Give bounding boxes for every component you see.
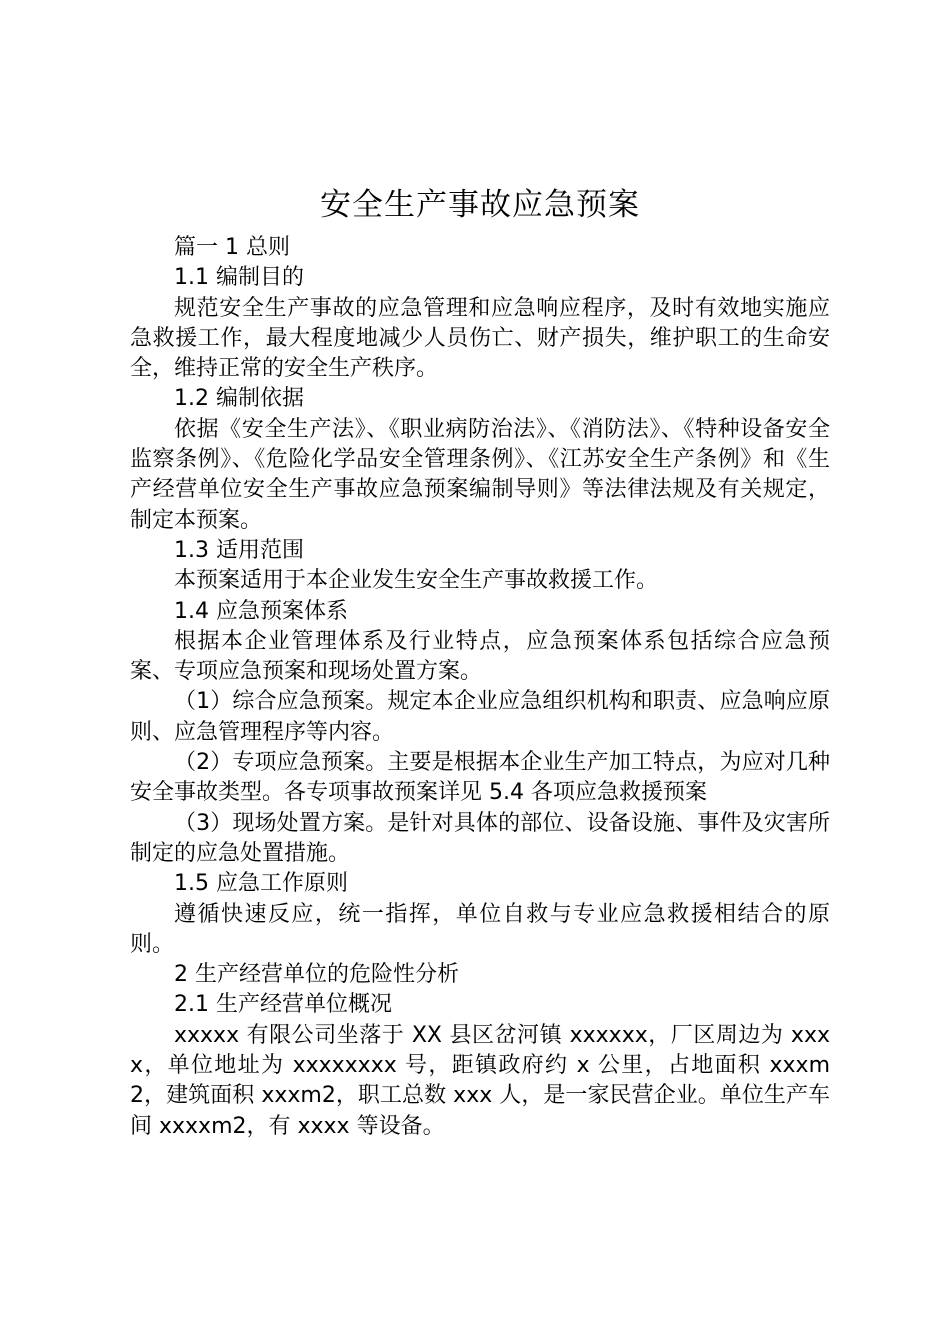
section-heading-principles: 1.5 应急工作原则	[174, 871, 348, 897]
section-heading-risk-analysis: 2 生产经营单位的危险性分析	[174, 962, 459, 988]
paragraph-onsite-plan: （3）现场处置方案。是针对具体的部位、设备设施、事件及灾害所制定的应急处置措施。	[130, 810, 830, 866]
paragraph-comprehensive-plan: （1）综合应急预案。规定本企业应急组织机构和职责、应急响应原则、应急管理程序等内容。	[130, 689, 830, 745]
section-heading-purpose: 1.1 编制目的	[174, 265, 304, 291]
document-title: 安全生产事故应急预案	[320, 187, 640, 223]
section-heading-general: 篇一 1 总则	[174, 235, 290, 260]
paragraph-special-plan: （2）专项应急预案。主要是根据本企业生产加工特点，为应对几种安全事故类型。各专项事故预案详见 5.4 各项应急救援预案	[130, 750, 830, 806]
paragraph-basis: 依据《安全生产法》、《职业病防治法》、《消防法》、《特种设备安全监察条例》、《危险化学品安全管理条例》、《江苏安全生产条例》和《生产经营单位安全生产事故应急预案编制导则》等法律法规及有关规定，制定本预案。	[130, 416, 830, 533]
paragraph-purpose: 规范安全生产事故的应急管理和应急响应程序，及时有效地实施应急救援工作，最大程度地减少人员伤亡、财产损失，维护职工的生命安全，维持正常的安全生产秩序。	[130, 295, 830, 382]
section-heading-scope: 1.3 适用范围	[174, 537, 304, 563]
section-heading-overview: 2.1 生产经营单位概况	[174, 992, 392, 1018]
section-heading-plan-system: 1.4 应急预案体系	[174, 598, 348, 624]
paragraph-plan-system: 根据本企业管理体系及行业特点，应急预案体系包括综合应急预案、专项应急预案和现场处置方案。	[130, 628, 830, 685]
paragraph-principles: 遵循快速反应，统一指挥，单位自救与专业应急救援相结合的原则。	[130, 901, 830, 957]
document-body	[130, 233, 830, 1142]
paragraph-scope: 本预案适用于本企业发生安全生产事故救援工作。	[174, 568, 659, 594]
paragraph-overview: xxxxx 有限公司坐落于 XX 县区岔河镇 xxxxxx，厂区周边为 xxxx，单位地址为 xxxxxxxx 号，距镇政府约 x 公里，占地面积 xxxm2，建筑面积 xxxm2，职工总数 xxx 人，是一家民营企业。单位生产车间 xxxxm2，有 xxxx 等设备。	[130, 1022, 830, 1139]
section-heading-basis: 1.2 编制依据	[174, 386, 304, 412]
